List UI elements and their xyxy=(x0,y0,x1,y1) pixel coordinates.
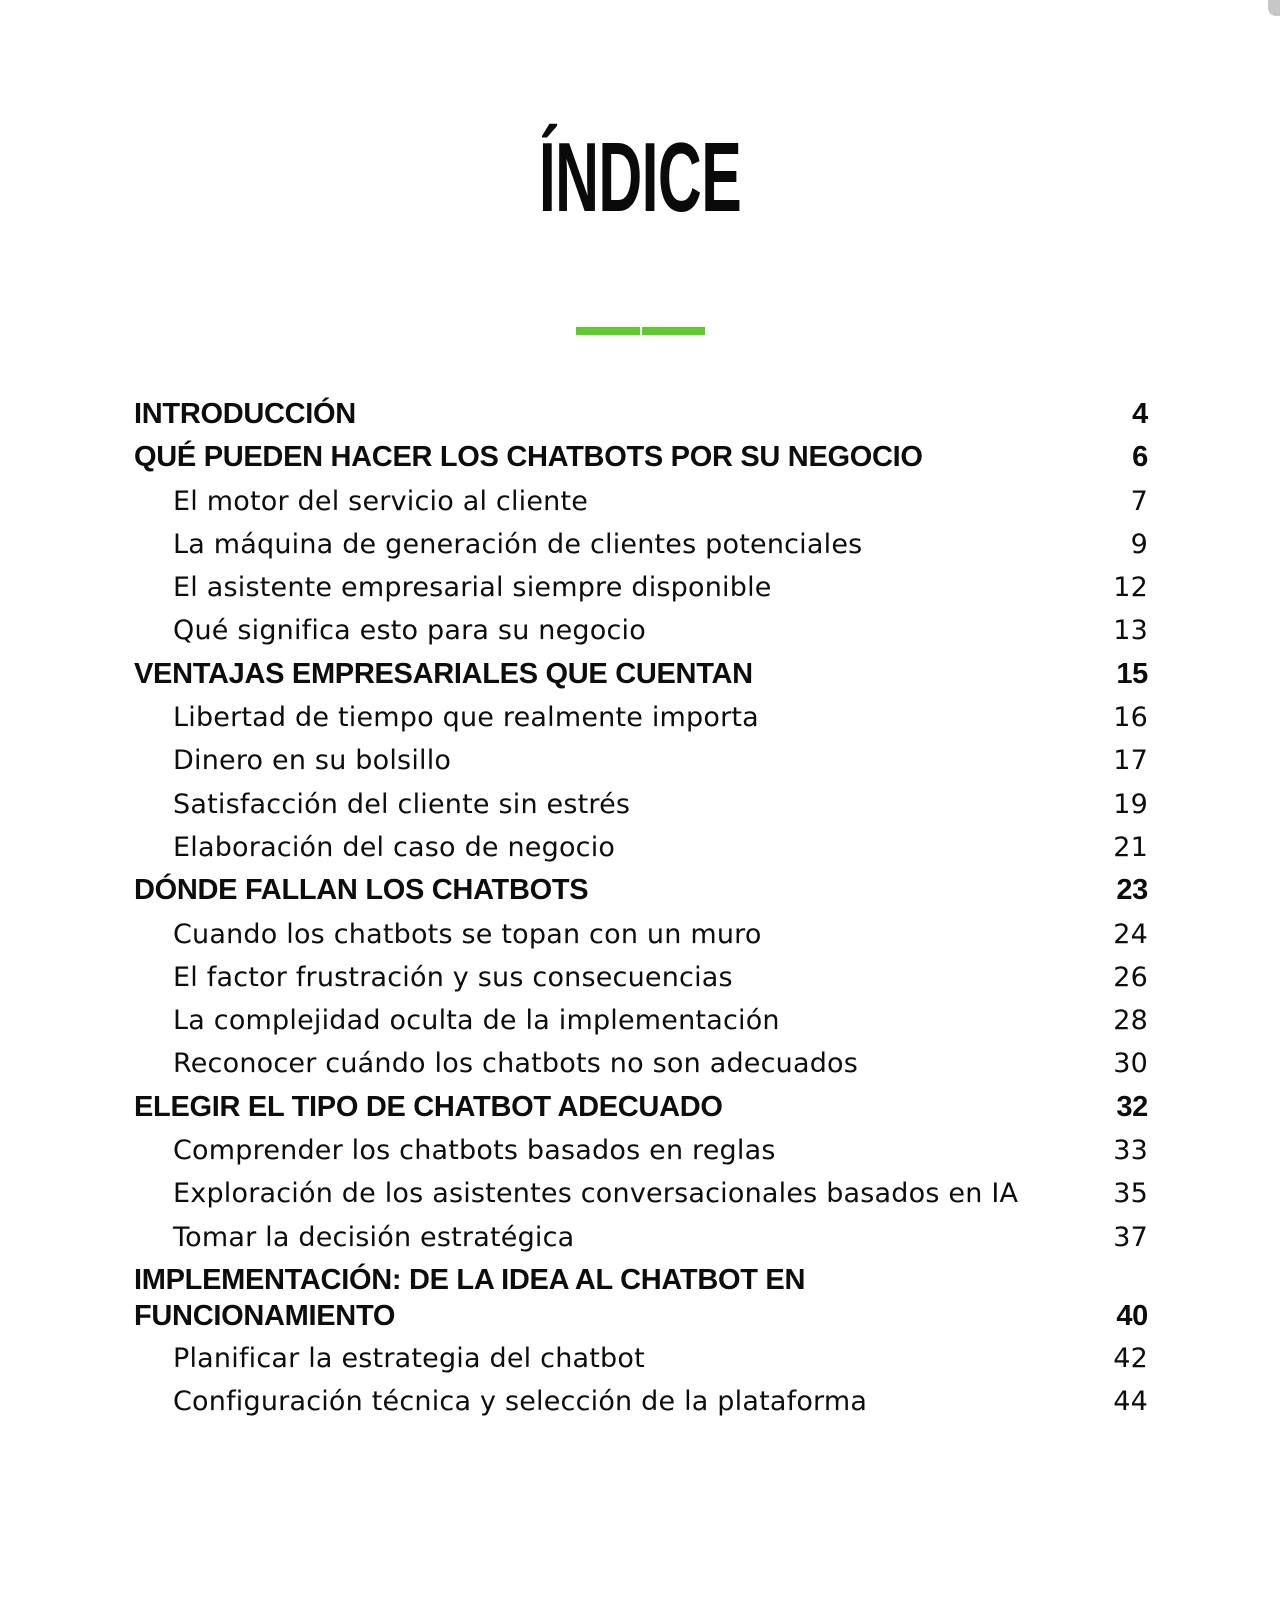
toc-entry-page-number: 26 xyxy=(1113,961,1148,993)
toc-entry-title: Reconocer cuándo los chatbots no son adecuados xyxy=(173,1048,859,1080)
toc-entry-title: Tomar la decisión estratégica xyxy=(173,1221,575,1253)
toc-entry-page-number: 37 xyxy=(1113,1221,1148,1253)
toc-entry-page-number: 15 xyxy=(1116,657,1148,690)
toc-entry-title: Elaboración del caso de negocio xyxy=(173,831,616,863)
toc-entry-title: VENTAJAS EMPRESARIALES QUE CUENTAN xyxy=(134,657,753,690)
toc-entry-title: INTRODUCCIÓN xyxy=(134,398,356,430)
toc-subsection-22[interactable] xyxy=(134,1380,1148,1423)
toc-section-1[interactable] xyxy=(134,436,1148,479)
toc-subsection-19[interactable] xyxy=(134,1216,1148,1259)
toc-entry-title: Comprender los chatbots basados en reglas xyxy=(173,1135,776,1167)
toc-entry-title: DÓNDE FALLAN LOS CHATBOTS xyxy=(134,874,589,907)
toc-subsection-5[interactable] xyxy=(134,609,1148,652)
toc-entry-page-number: 19 xyxy=(1113,788,1148,820)
toc-entry-page-number: 42 xyxy=(1113,1342,1148,1374)
toc-entry-page-number: 24 xyxy=(1113,918,1148,950)
page-title: ÍNDICE xyxy=(538,122,742,232)
toc-entry-page-number: 9 xyxy=(1130,528,1148,560)
toc-entry-page-number: 13 xyxy=(1113,615,1148,647)
toc-subsection-13[interactable] xyxy=(134,956,1148,999)
toc-subsection-9[interactable] xyxy=(134,783,1148,826)
toc-entry-page-number: 28 xyxy=(1113,1005,1148,1037)
toc-entry-title: Dinero en su bolsillo xyxy=(173,745,452,777)
table-of-contents xyxy=(134,393,1148,1424)
toc-section-6[interactable] xyxy=(134,653,1148,696)
toc-entry-page-number: 23 xyxy=(1116,874,1148,907)
toc-subsection-15[interactable] xyxy=(134,1042,1148,1085)
toc-section-16[interactable] xyxy=(134,1086,1148,1129)
toc-entry-title: Exploración de los asistentes conversacionales basados en IA xyxy=(173,1178,1019,1210)
toc-entry-page-number: 33 xyxy=(1113,1135,1148,1167)
toc-entry-title: La máquina de generación de clientes potenciales xyxy=(173,528,863,560)
toc-entry-title: El factor frustración y sus consecuencias xyxy=(173,961,733,993)
toc-subsection-18[interactable] xyxy=(134,1172,1148,1215)
toc-entry-page-number: 30 xyxy=(1113,1048,1148,1080)
toc-entry-title: IMPLEMENTACIÓN: DE LA IDEA AL CHATBOT EN FUNCIONAMIENTO xyxy=(134,1263,806,1333)
toc-subsection-21[interactable] xyxy=(134,1337,1148,1380)
toc-entry-title: Planificar la estrategia del chatbot xyxy=(173,1342,645,1374)
toc-entry-page-number: 21 xyxy=(1113,831,1148,863)
toc-entry-page-number: 12 xyxy=(1113,572,1148,604)
toc-subsection-12[interactable] xyxy=(134,913,1148,956)
toc-entry-title: La complejidad oculta de la implementación xyxy=(173,1005,780,1037)
toc-entry-page-number: 17 xyxy=(1113,745,1148,777)
toc-entry-title: El motor del servicio al cliente xyxy=(173,485,589,517)
toc-entry-page-number: 16 xyxy=(1113,702,1148,734)
toc-subsection-7[interactable] xyxy=(134,696,1148,739)
toc-entry-page-number: 7 xyxy=(1130,485,1148,517)
toc-entry-title: ELEGIR EL TIPO DE CHATBOT ADECUADO xyxy=(134,1090,723,1123)
toc-entry-page-number: 40 xyxy=(1116,1300,1148,1333)
toc-entry-title: Cuando los chatbots se topan con un muro xyxy=(173,918,762,950)
toc-entry-title: Libertad de tiempo que realmente importa xyxy=(173,702,759,734)
toc-subsection-10[interactable] xyxy=(134,826,1148,869)
toc-section-0[interactable] xyxy=(134,393,1148,436)
toc-subsection-8[interactable] xyxy=(134,739,1148,782)
toc-entry-title: El asistente empresarial siempre disponible xyxy=(173,572,772,604)
toc-entry-page-number: 6 xyxy=(1132,441,1148,474)
toc-subsection-14[interactable] xyxy=(134,999,1148,1042)
toc-entry-page-number: 44 xyxy=(1113,1386,1148,1418)
accent-segment-right xyxy=(642,327,706,335)
toc-entry-page-number: 32 xyxy=(1116,1090,1148,1123)
toc-subsection-2[interactable] xyxy=(134,480,1148,523)
toc-subsection-3[interactable] xyxy=(134,523,1148,566)
title-accent-divider xyxy=(576,327,705,335)
toc-entry-title: Configuración técnica y selección de la plataforma xyxy=(173,1386,868,1418)
toc-entry-page-number: 4 xyxy=(1132,398,1148,430)
toc-entry-page-number: 35 xyxy=(1113,1178,1148,1210)
toc-subsection-4[interactable] xyxy=(134,566,1148,609)
toc-entry-title: Satisfacción del cliente sin estrés xyxy=(173,788,631,820)
toc-section-20[interactable] xyxy=(134,1262,1148,1335)
scrollbar-thumb[interactable] xyxy=(1268,0,1280,16)
toc-subsection-17[interactable] xyxy=(134,1129,1148,1172)
toc-entry-title: Qué significa esto para su negocio xyxy=(173,615,646,647)
accent-segment-left xyxy=(576,327,640,335)
toc-entry-title: QUÉ PUEDEN HACER LOS CHATBOTS POR SU NEGOCIO xyxy=(134,441,923,474)
toc-section-11[interactable] xyxy=(134,869,1148,912)
